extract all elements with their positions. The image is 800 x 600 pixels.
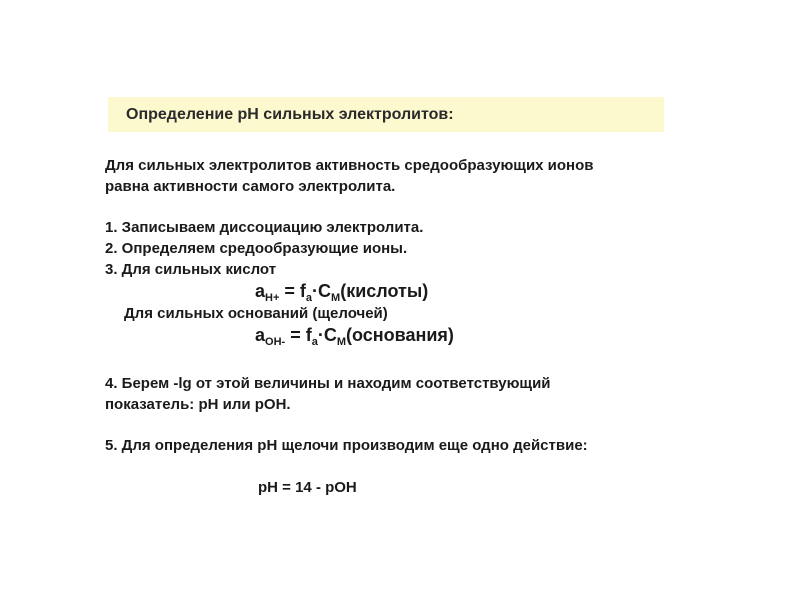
step-4-line-1: 4. Берем -lg от этой величины и находим соответствующий bbox=[105, 375, 551, 392]
page-title: Определение pH сильных электролитов: bbox=[126, 106, 454, 123]
final-formula: pH = 14 - pOH bbox=[258, 479, 357, 496]
step-5: 5. Для определения pH щелочи производим еще одно действие: bbox=[105, 437, 588, 454]
step-2: 2. Определяем средообразующие ионы. bbox=[105, 240, 408, 257]
title-banner bbox=[108, 97, 664, 132]
step-4-line-2: показатель: pH или pOH. bbox=[105, 396, 291, 413]
intro-line-1: Для сильных электролитов активность средообразующих ионов bbox=[105, 157, 594, 174]
acid-activity-formula: $a_{H+}$ = $f_a\cdot C_M(кислоты)$ bbox=[255, 281, 429, 304]
bases-label: Для сильных оснований (щелочей) bbox=[124, 305, 388, 322]
base-activity-formula: $a_{OH-}$ = $f_a\cdot C_M(основания)$ bbox=[255, 325, 454, 348]
step-3: 3. Для сильных кислот bbox=[105, 261, 277, 278]
step-1: 1. Записываем диссоциацию электролита. bbox=[105, 219, 424, 236]
intro-line-2: равна активности самого электролита. bbox=[105, 178, 396, 195]
